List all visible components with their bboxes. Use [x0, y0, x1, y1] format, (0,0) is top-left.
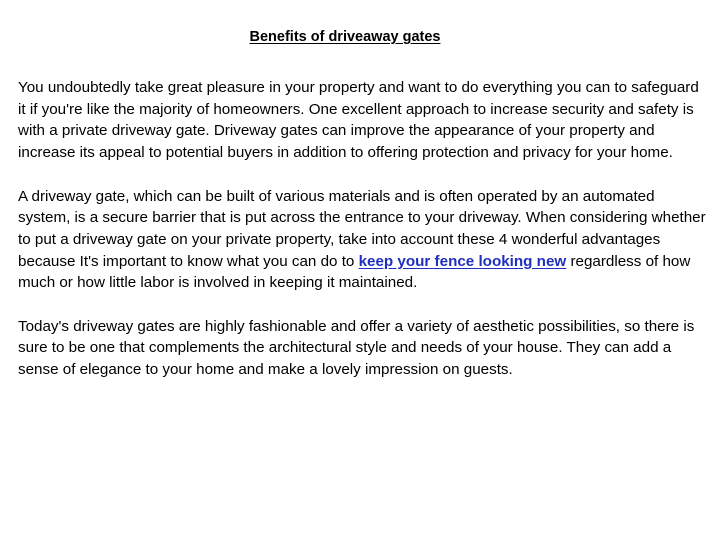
document-body — [18, 77, 708, 403]
document-title: Benefits of driveaway gates — [249, 29, 441, 45]
paragraph-driveway-gate — [18, 186, 708, 295]
paragraph-driveway-gate-text-before-link: A driveway gate, which can be built of various materials and is often operated by an automated system, is a secure barrier that is put across the entrance to your driveway. When considering whether to put a driveway gate on your private property, take into account these 4 wonderful advantages because It's important to know what you can do to — [18, 187, 706, 270]
paragraph-fashionable-gates: Today's driveway gates are highly fashionable and offer a variety of aesthetic possibilities, so there is sure to be one that complements the architectural style and needs of your house. They can add a sense of elegance to your home and make a lovely impression on guests. — [18, 317, 695, 379]
paragraph-driveway-gate-text-after-link: regardless of how much or how little labor is involved in keeping it maintained. — [18, 252, 691, 292]
paragraph-intro: You undoubtedly take great pleasure in your property and want to do everything you can to safeguard it if you're like the majority of homeowners. One excellent approach to increase security and safety is with a private driveway gate. Driveway gates can improve the appearance of your property and increase its appeal to potential buyers in addition to offering protection and privacy for your home. — [18, 79, 699, 162]
fence-maintenance-link[interactable]: keep your fence looking new — [358, 252, 567, 270]
